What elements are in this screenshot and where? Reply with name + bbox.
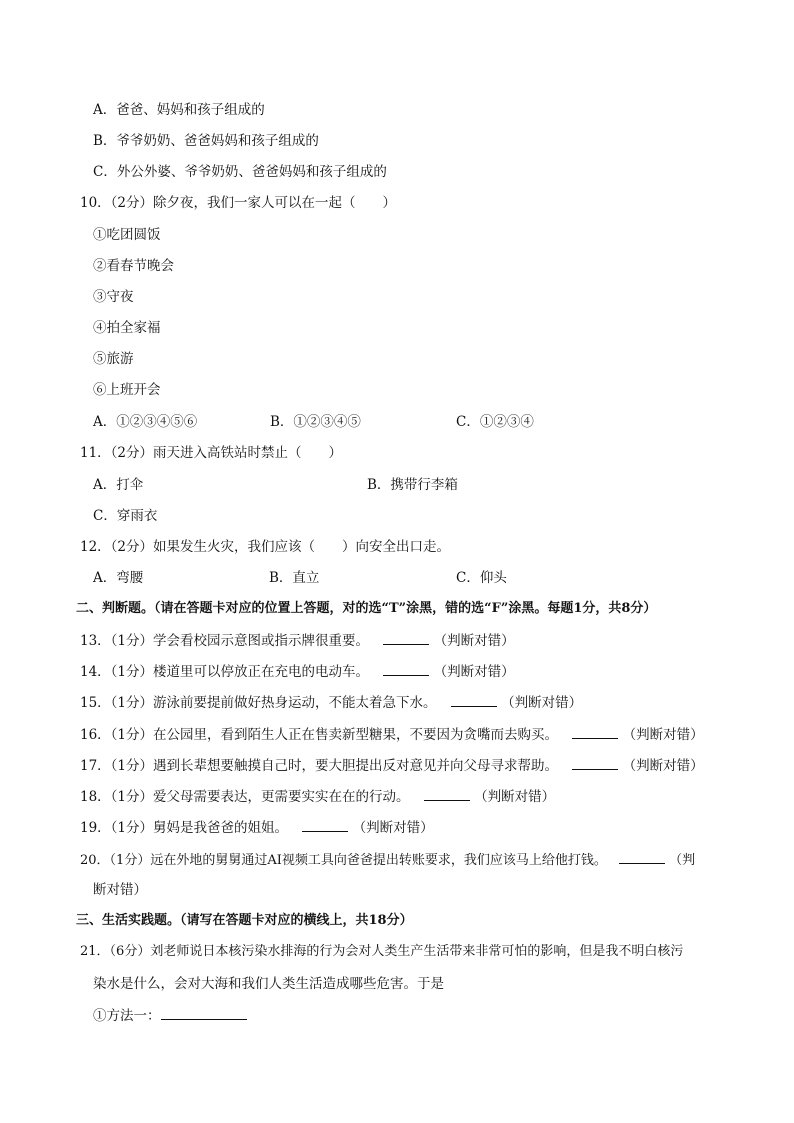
q16-suffix: （判断对错）	[622, 727, 704, 743]
q12-stem: 12．（2分）如果发生火灾，我们应该（ ）向安全出口走。	[80, 539, 451, 555]
q19-suffix: （判断对错）	[352, 820, 434, 836]
q9-option-a: A．爸爸、妈妈和孩子组成的	[93, 102, 265, 118]
q10-item-5: ⑤旅游	[93, 351, 134, 367]
q16-text: 16．（1分）在公园里，看到陌生人正在售卖新型糖果，不要因为贪嘴而去购买。	[80, 727, 559, 743]
q20-line2: 断对错）	[93, 882, 147, 898]
q17	[80, 755, 704, 776]
q21-line1: 21．（6分）刘老师说日本核污染水排海的行为会对人类生产生活带来非常可怕的影响，但是我不明白核污	[80, 944, 684, 959]
q15-suffix: （判断对错）	[501, 695, 583, 711]
q14	[80, 661, 515, 682]
q12-option-a: A．弯腰	[93, 570, 144, 586]
q20-suffix: （判	[669, 853, 696, 868]
q10-item-1: ①吃团圆饭	[93, 227, 161, 243]
q15-answer-blank[interactable]	[451, 692, 497, 707]
q13-text: 13．（1分）学会看校园示意图或指示牌很重要。	[80, 633, 370, 649]
q16-answer-blank[interactable]	[572, 724, 618, 739]
q10-item-6: ⑥上班开会	[93, 382, 161, 398]
q17-text: 17．（1分）遇到长辈想要触摸自己时，要大胆提出反对意见并向父母寻求帮助。	[80, 758, 559, 774]
q10-item-4: ④拍全家福	[93, 320, 161, 336]
q12-option-c: C．仰头	[456, 570, 507, 586]
q21-method1-blank[interactable]	[161, 1005, 247, 1020]
q11-options-row	[93, 475, 458, 495]
q14-text: 14．（1分）楼道里可以停放正在充电的电动车。	[80, 664, 370, 680]
q20-line1	[80, 849, 695, 871]
q11-option-b: B．携带行李箱	[367, 477, 458, 493]
q10-option-c: C．①②③④	[456, 414, 534, 430]
q14-suffix: （判断对错）	[433, 664, 515, 680]
q18	[80, 786, 555, 807]
q21-line2: 染水是什么，会对大海和我们人类生活造成哪些危害。于是	[93, 976, 444, 992]
q12-options	[93, 568, 507, 588]
q19	[80, 817, 434, 838]
q11-option-c: C．穿雨衣	[93, 508, 158, 524]
q21-method1-label: ①方法一：	[93, 1008, 161, 1024]
q13-suffix: （判断对错）	[433, 633, 515, 649]
q17-answer-blank[interactable]	[572, 755, 618, 770]
q20-text: 20．（1分）远在外地的舅舅通过AI视频工具向爸爸提出转账要求，我们应该马上给他打钱。	[80, 853, 607, 868]
q9-option-c: C．外公外婆、爷爷奶奶、爸爸妈妈和孩子组成的	[93, 164, 387, 180]
q11-stem: 11．（2分）雨天进入高铁站时禁止（ ）	[80, 445, 343, 461]
q18-answer-blank[interactable]	[424, 786, 470, 801]
q20-answer-blank[interactable]	[619, 849, 665, 864]
q17-suffix: （判断对错）	[622, 758, 704, 774]
q13-answer-blank[interactable]	[383, 630, 429, 645]
q10-item-3: ③守夜	[93, 289, 134, 305]
q19-answer-blank[interactable]	[302, 817, 348, 832]
q10-stem: 10．（2分）除夕夜，我们一家人可以在一起（ ）	[80, 195, 397, 211]
q10-item-2: ②看春节晚会	[93, 258, 174, 274]
q21-method1	[93, 1005, 247, 1026]
q16	[80, 724, 704, 745]
q15	[80, 692, 582, 713]
q12-option-b: B．直立	[269, 570, 320, 586]
q15-text: 15．（1分）游泳前要提前做好热身运动，不能太着急下水。	[80, 695, 437, 711]
q10-option-b: B．①②③④⑤	[270, 414, 361, 430]
q11-option-a: A．打伞	[93, 477, 144, 493]
q10-options	[93, 412, 534, 432]
q18-text: 18．（1分）爱父母需要表达，更需要实实在在的行动。	[80, 789, 410, 805]
section2-heading: 二、判断题。（请在答题卡对应的位置上答题，对的选“T”涂黑，错的选“F”涂黑。每题1分，共8分）	[76, 601, 657, 616]
q10-option-a: A．①②③④⑤⑥	[93, 414, 198, 430]
section3-heading: 三、生活实践题。（请写在答题卡对应的横线上，共18分）	[76, 913, 413, 928]
q13	[80, 630, 515, 651]
q19-text: 19．（1分）舅妈是我爸爸的姐姐。	[80, 820, 289, 836]
q9-option-b: B．爷爷奶奶、爸爸妈妈和孩子组成的	[93, 133, 319, 149]
q18-suffix: （判断对错）	[474, 789, 556, 805]
q14-answer-blank[interactable]	[383, 661, 429, 676]
